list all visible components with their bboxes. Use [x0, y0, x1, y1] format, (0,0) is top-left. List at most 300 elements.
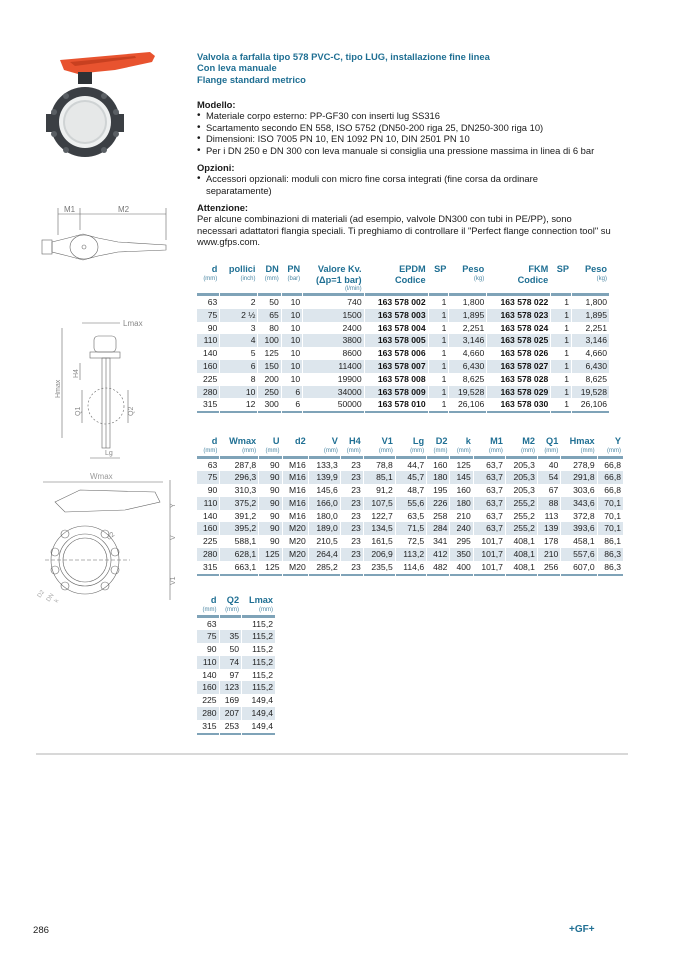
table-cell: 10 [282, 309, 302, 322]
table-cell: 3,146 [449, 334, 486, 347]
table-row [197, 618, 275, 631]
table-cell: 90 [206, 644, 217, 655]
table-cell: 412 [427, 548, 449, 561]
table-cell: 45,7 [396, 471, 426, 484]
col-header: U (mm) [265, 436, 280, 454]
table-cell: 163 578 005 [365, 334, 428, 347]
table-cell: 88 [538, 497, 560, 510]
table-cell: 115,2 [252, 669, 273, 680]
table-cell: 1 [429, 398, 449, 413]
table-cell: 78,8 [376, 459, 393, 470]
options-heading: Opzioni: [197, 162, 235, 173]
table-cell: 207 [220, 707, 242, 720]
table-cell: 1 [551, 334, 571, 347]
table-cell: 160 [433, 459, 448, 470]
table-cell: 210 [538, 548, 560, 561]
table-cell: 225 [203, 536, 218, 547]
svg-text:d2: d2 [105, 531, 117, 542]
col-header: d (mm) [203, 436, 218, 454]
col-header: DN (mm) [264, 264, 279, 282]
table-cell: 315 [197, 398, 219, 413]
product-photo [40, 50, 170, 165]
table-row [197, 398, 609, 413]
options-item: • Accessori opzionali: moduli con micro fine corsa integrati (fine corsa da ordinare separatamente) [197, 173, 577, 196]
svg-text:Hmax: Hmax [55, 379, 62, 398]
table-cell: 140 [202, 348, 218, 359]
table-cell: 2 ½ [220, 309, 257, 322]
table-cell: 70,1 [598, 497, 623, 510]
col-header: Lg (mm) [410, 436, 425, 454]
table-cell: 149,4 [242, 720, 275, 735]
svg-text:M1: M1 [64, 205, 76, 214]
table-cell: M16 [289, 485, 306, 496]
table-cell: 66,8 [604, 459, 621, 470]
table-cell: 1,800 [462, 297, 485, 307]
table-cell: 160 [456, 485, 471, 496]
table-cell: M16 [289, 459, 306, 470]
table-cell: 54 [538, 471, 560, 484]
table-row [197, 347, 609, 360]
table-cell: 163 578 030 [487, 398, 550, 413]
svg-text:Wmax: Wmax [90, 472, 113, 481]
table-cell: 90 [207, 322, 218, 333]
front-view-drawing [35, 470, 185, 605]
table-cell: 133,3 [316, 459, 338, 470]
table-cell: 66,8 [598, 471, 623, 484]
table-cell: 110 [197, 497, 219, 510]
table-cell: 343,6 [561, 497, 596, 510]
model-item: • Dimensioni: ISO 7005 PN 10, EN 1092 PN 10, DIN 2501 PN 10 [197, 133, 627, 144]
table-cell: 8600 [342, 348, 362, 359]
table-cell: 114,6 [396, 561, 426, 576]
table-cell: 180,0 [316, 510, 338, 521]
table-cell: 163 578 006 [377, 348, 426, 359]
table-cell: 145 [450, 471, 472, 484]
table-row [197, 510, 623, 523]
table-cell: 628,1 [220, 548, 258, 561]
table-cell: 63,7 [474, 497, 505, 510]
table-cell: 8,625 [462, 373, 485, 384]
col-header: Peso (kg) [462, 264, 485, 282]
table-cell: 40 [548, 459, 559, 470]
table-cell: 134,5 [364, 522, 395, 535]
table-cell: 85,1 [364, 471, 395, 484]
table-cell: M16 [289, 510, 306, 521]
svg-text:DN: DN [45, 592, 56, 604]
table-cell: 63,7 [486, 485, 503, 496]
table-cell: 408,1 [506, 548, 537, 561]
table-cell: 19900 [337, 373, 362, 384]
table-cell: 122,7 [371, 510, 393, 521]
table-cell: 1 [429, 386, 449, 399]
col-header: H4 (mm) [346, 436, 361, 454]
table-cell: 125 [456, 459, 471, 470]
table-cell: 10 [290, 322, 301, 333]
table-cell: 19,528 [572, 386, 609, 399]
product-title [197, 51, 490, 85]
col-header: d (mm) [202, 595, 217, 613]
table-cell: 1 [429, 334, 449, 347]
table-row [197, 322, 609, 335]
table-cell: 65 [258, 309, 280, 322]
table-cell: 663,1 [220, 561, 258, 576]
table-cell: M20 [289, 536, 306, 547]
table-cell: 145,6 [316, 485, 338, 496]
table-cell: 90 [269, 536, 280, 547]
col-header: Valore Kv. (Δp=1 bar) (l/min) [315, 264, 362, 292]
svg-text:Lmax: Lmax [123, 319, 143, 328]
table-cell: 63 [206, 618, 217, 629]
table-cell: 23 [341, 561, 363, 576]
table-row [197, 707, 275, 720]
table-cell: 23 [351, 485, 361, 496]
table-cell: 140 [202, 669, 217, 680]
table-cell: 607,0 [561, 561, 596, 576]
table-cell: 19,528 [449, 386, 486, 399]
table-cell: 8,625 [585, 373, 607, 384]
svg-text:D2: D2 [36, 589, 47, 600]
table-cell: 160 [197, 360, 219, 373]
table-cell: 26,106 [449, 398, 486, 413]
col-header: M1 (mm) [488, 436, 503, 454]
table-cell: 8 [250, 373, 256, 384]
svg-text:V1: V1 [170, 576, 177, 585]
table-cell: 35 [220, 630, 242, 643]
table-cell: 189,0 [309, 522, 340, 535]
table-cell: 1,800 [585, 297, 607, 307]
table-cell: 1 [441, 348, 447, 359]
table-cell: 90 [259, 471, 281, 484]
table-cell: 1 [564, 297, 570, 307]
table-row [197, 309, 609, 322]
table-cell: 210 [456, 510, 471, 521]
table-cell: 160 [197, 522, 219, 535]
table-cell: 350 [450, 548, 472, 561]
table-row [197, 669, 275, 682]
table-cell: 291,8 [561, 471, 596, 484]
attention-text: Per alcune combinazioni di materiali (ad esempio, valvole DN300 con tubi in PE/PP), sono necessari adattatori flangia speciali. Ti preghiamo di controllare il "Perfect flange connection tool" su www.gfps.com. [197, 213, 611, 248]
table-cell: 2,251 [462, 322, 485, 333]
table-cell: M16 [283, 497, 308, 510]
model-section [197, 99, 627, 156]
table-cell: 70,1 [598, 522, 623, 535]
table-cell: 163 578 024 [500, 322, 549, 333]
col-header: Peso (kg) [585, 264, 607, 282]
table-cell: 101,7 [474, 548, 505, 561]
col-header: D2 (mm) [433, 436, 448, 454]
table-cell: 71,5 [396, 522, 426, 535]
table-cell: 1 [429, 309, 449, 322]
table-cell: 101,7 [474, 561, 505, 576]
q2-lmax-table-body [197, 618, 275, 735]
table-cell: 285,2 [309, 561, 340, 576]
table-cell: 11400 [303, 360, 363, 373]
table-cell: 163 578 009 [365, 386, 428, 399]
table-cell: 66,8 [604, 485, 621, 496]
table-cell: 278,9 [573, 459, 595, 470]
dimensions-table [196, 436, 624, 576]
table-cell: 100 [258, 334, 280, 347]
table-cell: 210,5 [316, 536, 338, 547]
table-cell: 3 [250, 322, 256, 333]
table-cell: 315 [197, 561, 219, 576]
table-cell: 115,2 [242, 681, 275, 694]
table-cell: 163 578 027 [487, 360, 550, 373]
table-cell: 3800 [303, 334, 363, 347]
table-cell: 588,1 [234, 536, 257, 547]
table-cell: 113 [544, 510, 559, 521]
table-cell: 180 [427, 471, 449, 484]
table-cell: 63,7 [486, 510, 503, 521]
table-row [197, 720, 275, 735]
table-cell: 23 [351, 459, 361, 470]
table-cell: 10 [290, 348, 301, 359]
page-divider [36, 753, 628, 755]
table-cell: 287,8 [234, 459, 257, 470]
table-cell: 4,660 [585, 348, 607, 359]
table-cell: 74 [220, 656, 242, 669]
table-cell: 255,2 [513, 510, 535, 521]
table-cell: 101,7 [481, 536, 503, 547]
table-cell: M16 [283, 471, 308, 484]
table-row [197, 484, 623, 497]
table-cell: 458,1 [573, 536, 595, 547]
table-cell: 163 578 025 [487, 334, 550, 347]
table-cell: 90 [259, 522, 281, 535]
table-cell: 255,2 [506, 497, 537, 510]
table-cell: 2,251 [585, 322, 607, 333]
table-cell: 372,8 [573, 510, 595, 521]
table-cell: 557,6 [561, 548, 596, 561]
table-row [197, 296, 609, 309]
table-cell: 1,895 [449, 309, 486, 322]
col-header: Hmax (mm) [569, 436, 595, 454]
col-header: k (mm) [456, 436, 471, 454]
col-header: SP [556, 264, 570, 274]
svg-text:Q1: Q1 [75, 406, 82, 416]
table-cell: M20 [283, 561, 308, 576]
table-row [197, 497, 623, 510]
table-cell: 255,2 [506, 522, 537, 535]
table-cell: 1 [551, 398, 571, 413]
svg-text:Lg: Lg [105, 450, 113, 457]
table-row [197, 656, 275, 669]
col-header: M2 (mm) [520, 436, 535, 454]
table-cell: 10 [290, 297, 301, 307]
table-cell: 115,2 [242, 656, 275, 669]
side-view-drawing [50, 318, 165, 463]
table-cell: 6 [282, 398, 302, 413]
svg-text:H4: H4 [73, 369, 80, 378]
title-line: Flange standard metrico [197, 73, 306, 85]
table-cell: 10 [282, 360, 302, 373]
table-row [197, 630, 275, 643]
table-cell: 235,5 [364, 561, 395, 576]
table-cell: 482 [427, 561, 449, 576]
table-cell: 1 [551, 360, 571, 373]
table-cell: 161,5 [371, 536, 393, 547]
table-cell: 75 [197, 471, 219, 484]
table-cell: 315 [197, 720, 219, 735]
table-cell: 23 [351, 510, 361, 521]
top-view-drawing [38, 200, 173, 265]
table-cell: 195 [433, 485, 448, 496]
table-cell: 163 578 008 [377, 373, 426, 384]
table-cell: 50 [269, 297, 279, 307]
table-cell: 6 [282, 386, 302, 399]
col-header: Lmax (mm) [248, 595, 273, 613]
table-cell: 63 [207, 297, 218, 307]
col-header: V (mm) [323, 436, 338, 454]
table-cell: 67 [548, 485, 559, 496]
table-cell: 72,5 [407, 536, 425, 547]
dimensions-table-body [197, 459, 623, 576]
codes-table-body [197, 296, 609, 413]
table-cell: 163 578 023 [487, 309, 550, 322]
table-cell: 110 [197, 656, 219, 669]
table-row [197, 522, 623, 535]
options-section [197, 162, 577, 196]
table-cell: 123 [220, 681, 242, 694]
table-cell: 264,4 [309, 548, 340, 561]
table-cell: 250 [258, 386, 280, 399]
col-header: V1 (mm) [378, 436, 393, 454]
table-row [197, 373, 609, 386]
table-cell: 80 [269, 322, 279, 333]
table-cell: 75 [197, 309, 219, 322]
col-header: EPDM Codice [394, 264, 426, 285]
table-cell: 6,430 [572, 360, 609, 373]
table-cell: 295 [456, 536, 471, 547]
table-cell: 63 [207, 459, 218, 470]
table-cell: 341 [433, 536, 448, 547]
table-cell: 1 [564, 348, 570, 359]
table-row [197, 459, 623, 472]
title-line: Valvola a farfalla tipo 578 PVC-C, tipo LUG, installazione fine linea [197, 51, 490, 62]
table-cell: 253 [220, 720, 242, 735]
table-cell: 296,3 [220, 471, 258, 484]
table-cell: 110 [197, 334, 219, 347]
title-line: Con leva manuale [197, 62, 277, 74]
table-cell: 178 [543, 536, 559, 547]
table-cell: 163 578 010 [365, 398, 428, 413]
table-cell: 163 578 022 [500, 297, 549, 307]
table-cell: 1 [441, 297, 447, 307]
table-cell: 256 [538, 561, 560, 576]
table-cell: 225 [202, 695, 217, 706]
svg-text:V: V [170, 535, 177, 540]
codes-table [196, 264, 610, 413]
table-cell: M20 [283, 522, 308, 535]
table-cell: 86,3 [598, 561, 623, 576]
table-cell: 90 [269, 459, 280, 470]
table-cell: 163 578 026 [500, 348, 549, 359]
table-cell: 1 [564, 322, 570, 333]
table-cell: 6,430 [449, 360, 486, 373]
table-cell: 1 [551, 386, 571, 399]
table-cell: 44,7 [407, 459, 425, 470]
table-cell: 139 [538, 522, 560, 535]
table-cell: 86,1 [604, 536, 621, 547]
table-cell: 115,2 [252, 618, 273, 629]
table-cell: 1500 [303, 309, 363, 322]
table-cell: 180 [450, 497, 472, 510]
table-cell: 163 578 007 [365, 360, 428, 373]
table-cell: 225 [202, 373, 218, 384]
table-cell: 55,6 [396, 497, 426, 510]
table-cell: 1 [564, 373, 570, 384]
table-cell: 125 [264, 348, 279, 359]
table-cell: 205,3 [513, 485, 535, 496]
model-item: • Per i DN 250 e DN 300 con leva manuale si consiglia una pressione massima in linea di 6 bar [197, 145, 627, 156]
table-cell: 23 [341, 548, 363, 561]
table-cell: 10 [282, 334, 302, 347]
table-cell: 391,2 [234, 510, 257, 521]
table-cell: 86,3 [598, 548, 623, 561]
table-cell: 303,6 [573, 485, 595, 496]
table-cell: 1 [551, 309, 571, 322]
table-cell: 280 [197, 707, 219, 720]
table-cell: 169 [224, 695, 240, 706]
table-cell: 23 [341, 497, 363, 510]
table-cell: 258 [433, 510, 448, 521]
table-cell: 63,5 [407, 510, 425, 521]
col-header: Q1 (mm) [544, 436, 559, 454]
table-cell: 1 [429, 360, 449, 373]
attention-heading: Attenzione: [197, 202, 249, 213]
table-cell: 107,5 [364, 497, 395, 510]
table-cell: 4 [220, 334, 257, 347]
model-heading: Modello: [197, 99, 236, 110]
table-cell: 2 [250, 297, 256, 307]
table-cell: 280 [197, 386, 219, 399]
table-cell: 75 [197, 630, 219, 643]
table-cell: 125 [259, 561, 281, 576]
table-cell: 310,3 [234, 485, 257, 496]
col-header: d (mm) [203, 264, 218, 282]
table-cell: 1 [441, 373, 447, 384]
col-header: d2 [295, 436, 306, 446]
table-cell: 200 [264, 373, 279, 384]
table-cell: 10 [220, 386, 257, 399]
attention-section [197, 202, 612, 248]
svg-text:Q2: Q2 [128, 406, 135, 416]
col-header: Q2 (mm) [225, 595, 240, 613]
table-cell: 393,6 [561, 522, 596, 535]
table-cell: 48,7 [407, 485, 425, 496]
q2-lmax-table [196, 595, 276, 735]
table-cell [220, 618, 242, 631]
table-cell: M20 [283, 548, 308, 561]
table-cell: 90 [259, 497, 281, 510]
table-cell: 23 [341, 522, 363, 535]
table-cell: 1,895 [572, 309, 609, 322]
table-cell: 163 578 003 [365, 309, 428, 322]
table-cell: 205,3 [513, 459, 535, 470]
table-cell: 163 578 004 [377, 322, 426, 333]
table-cell: 206,9 [364, 548, 395, 561]
table-cell: 50000 [303, 398, 363, 413]
table-cell: 3,146 [572, 334, 609, 347]
col-header: Y (mm) [607, 436, 621, 454]
table-cell: 284 [427, 522, 449, 535]
table-cell: 97 [229, 669, 240, 680]
table-cell: 166,0 [309, 497, 340, 510]
model-item: • Scartamento secondo EN 558, ISO 5752 (DN50-200 riga 25, DN250-300 riga 10) [197, 122, 627, 133]
col-header: pollici (inch) [228, 264, 256, 282]
table-row [197, 334, 609, 347]
svg-text:M2: M2 [118, 205, 130, 214]
